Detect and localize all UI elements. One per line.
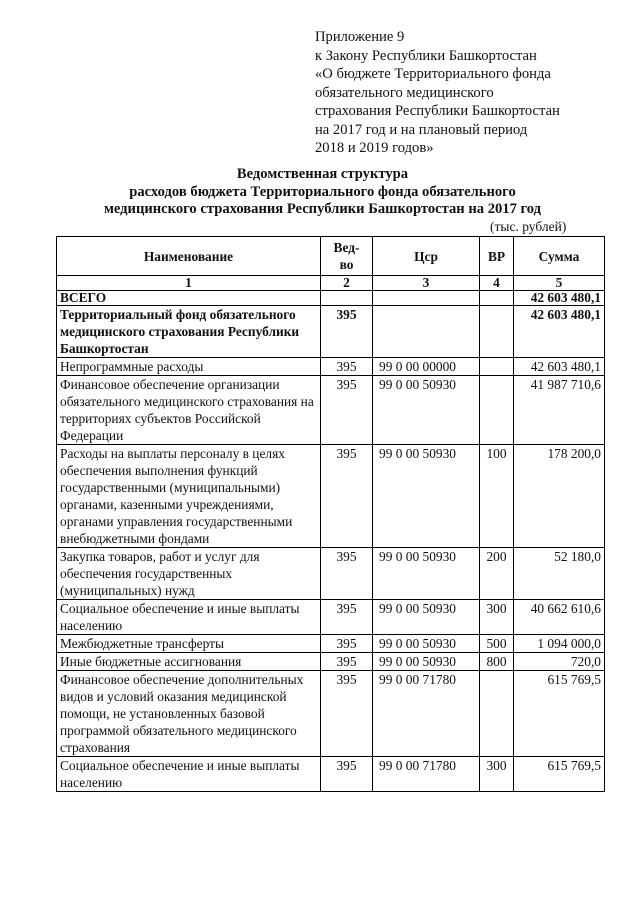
row-csr: 99 0 00 71780 <box>373 757 480 792</box>
row-name: Межбюджетные трансферты <box>57 635 321 653</box>
row-ved: 395 <box>321 653 373 671</box>
budget-table <box>56 236 605 792</box>
row-vr: 300 <box>480 757 514 792</box>
row-ved: 395 <box>321 376 373 445</box>
row-vr: 300 <box>480 600 514 635</box>
table-row <box>57 358 605 376</box>
row-name: Закупка товаров, работ и услуг для обеспечения государственных (муниципальных) нужд <box>57 548 321 600</box>
row-name: Социальное обеспечение и иные выплаты населению <box>57 600 321 635</box>
row-name: Финансовое обеспечение дополнительных видов и условий оказания медицинской помощи, не установленных базовой программой обязательного медицинского страхования <box>57 671 321 757</box>
row-sum: 52 180,0 <box>514 548 605 600</box>
appendix-header <box>315 28 625 158</box>
appendix-line: страхования Республики Башкортостан <box>315 103 560 119</box>
row-name: Социальное обеспечение и иные выплаты населению <box>57 757 321 792</box>
row-name: ВСЕГО <box>57 291 321 306</box>
table-row <box>57 653 605 671</box>
column-number: 1 <box>57 276 321 291</box>
row-vr <box>480 291 514 306</box>
table-row <box>57 600 605 635</box>
row-name: Расходы на выплаты персоналу в целях обеспечения выполнения функций государственными (муниципальными) органами, казенными учреждениями, органами управления государственными внебюджетными фондами <box>57 445 321 548</box>
appendix-line: на 2017 год и на плановый период <box>315 121 528 138</box>
row-name: Непрограммные расходы <box>57 358 321 376</box>
table-row <box>57 548 605 600</box>
header-vr: ВР <box>480 237 514 276</box>
row-ved: 395 <box>321 757 373 792</box>
row-sum: 1 094 000,0 <box>514 635 605 653</box>
header-row <box>57 237 605 276</box>
document-title <box>40 166 605 219</box>
table-row <box>57 757 605 792</box>
header-name: Наименование <box>57 237 321 276</box>
row-name: Иные бюджетные ассигнования <box>57 653 321 671</box>
row-csr <box>373 306 480 358</box>
row-vr <box>480 671 514 757</box>
row-ved: 395 <box>321 671 373 757</box>
row-vr <box>480 358 514 376</box>
row-vr: 100 <box>480 445 514 548</box>
row-ved: 395 <box>321 306 373 358</box>
appendix-line: обязательного медицинского <box>315 84 494 101</box>
appendix-line: к Закону Республики Башкортостан <box>315 47 537 64</box>
column-number-row <box>57 276 605 291</box>
appendix-line: «О бюджете Территориального фонда <box>315 66 551 82</box>
table-row-total <box>57 291 605 306</box>
row-sum: 615 769,5 <box>514 671 605 757</box>
row-ved <box>321 291 373 306</box>
row-csr: 99 0 00 50930 <box>373 635 480 653</box>
table-row <box>57 671 605 757</box>
row-csr: 99 0 00 50930 <box>373 445 480 548</box>
header-ved <box>321 237 373 276</box>
header-ved-line: во <box>339 257 354 272</box>
row-ved: 395 <box>321 600 373 635</box>
column-number: 2 <box>321 276 373 291</box>
row-sum: 42 603 480,1 <box>514 291 605 306</box>
row-vr: 800 <box>480 653 514 671</box>
row-sum: 720,0 <box>514 653 605 671</box>
table-row <box>57 306 605 358</box>
row-csr <box>373 291 480 306</box>
row-sum: 42 603 480,1 <box>514 358 605 376</box>
column-number: 3 <box>373 276 480 291</box>
row-vr <box>480 376 514 445</box>
row-csr: 99 0 00 50930 <box>373 653 480 671</box>
column-number: 5 <box>514 276 605 291</box>
title-line: медицинского страхования Республики Башкортостан на 2017 год <box>103 201 542 217</box>
appendix-line: 2018 и 2019 годов» <box>315 140 434 156</box>
row-csr: 99 0 00 50930 <box>373 548 480 600</box>
header-csr: Цср <box>373 237 480 276</box>
row-vr: 500 <box>480 635 514 653</box>
units-label: (тыс. рублей) <box>490 219 567 234</box>
header-ved-line: Вед- <box>333 240 360 255</box>
row-sum: 615 769,5 <box>514 757 605 792</box>
header-sum: Сумма <box>514 237 605 276</box>
row-csr: 99 0 00 71780 <box>373 671 480 757</box>
table-row <box>57 635 605 653</box>
row-vr: 200 <box>480 548 514 600</box>
row-ved: 395 <box>321 358 373 376</box>
row-sum: 42 603 480,1 <box>514 306 605 358</box>
row-vr <box>480 306 514 358</box>
row-csr: 99 0 00 50930 <box>373 600 480 635</box>
appendix-line: Приложение 9 <box>315 29 405 45</box>
row-name: Территориальный фонд обязательного медицинского страхования Республики Башкортостан <box>57 306 321 358</box>
row-sum: 41 987 710,6 <box>514 376 605 445</box>
row-ved: 395 <box>321 635 373 653</box>
column-number: 4 <box>480 276 514 291</box>
row-csr: 99 0 00 50930 <box>373 376 480 445</box>
row-sum: 178 200,0 <box>514 445 605 548</box>
row-name: Финансовое обеспечение организации обязательного медицинского страхования на территориях субъектов Российской Федерации <box>57 376 321 445</box>
table-row <box>57 376 605 445</box>
row-sum: 40 662 610,6 <box>514 600 605 635</box>
row-csr: 99 0 00 00000 <box>373 358 480 376</box>
title-line: Ведомственная структура <box>236 166 409 182</box>
row-ved: 395 <box>321 548 373 600</box>
title-line: расходов бюджета Территориального фонда обязательного <box>129 183 516 200</box>
row-ved: 395 <box>321 445 373 548</box>
table-row <box>57 445 605 548</box>
